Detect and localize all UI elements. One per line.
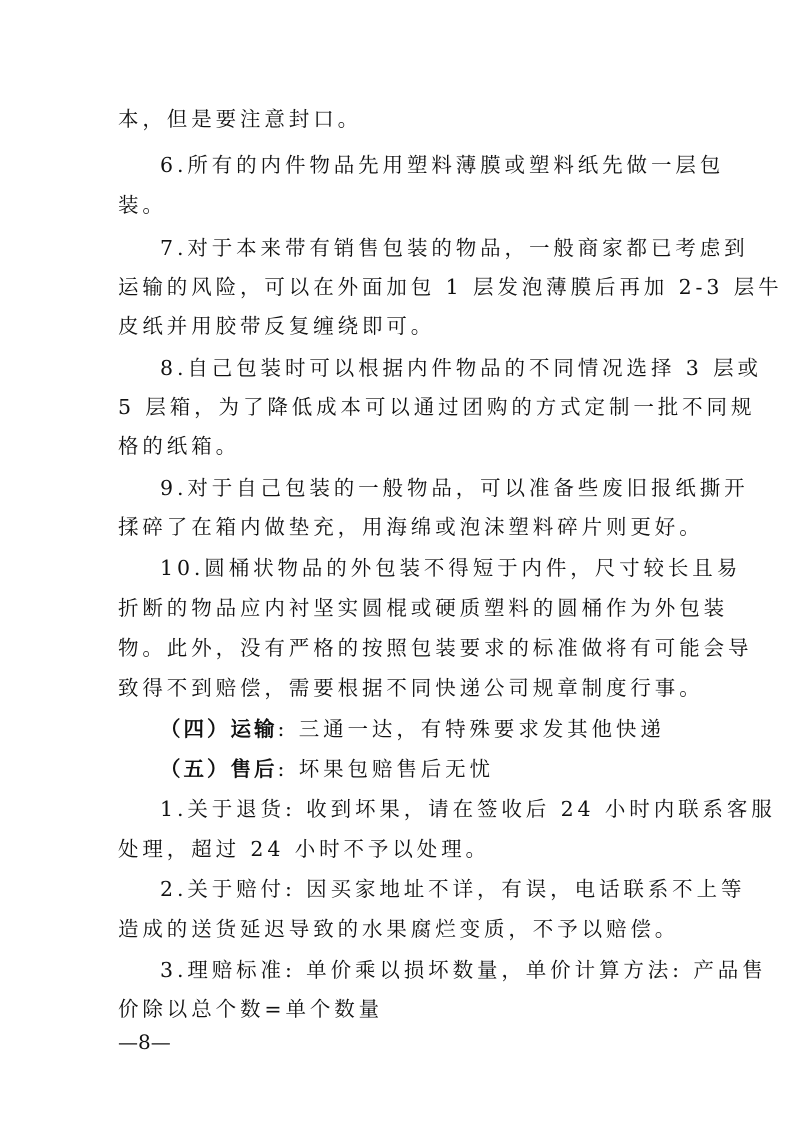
section-heading-label: （四）运输: [160, 717, 278, 741]
text-line: 10.圆桶状物品的外包装不得短于内件，尺寸较长且易: [160, 556, 742, 580]
page-number: —8—: [118, 1030, 171, 1054]
text-line: 处理，超过 24 小时不予以处理。: [118, 837, 490, 861]
section-text: : 坏果包赔售后无忧: [277, 757, 494, 781]
text-line: 揉碎了在箱内做垫充，用海绵或泡沫塑料碎片则更好。: [118, 515, 704, 539]
text-line: 致得不到赔偿，需要根据不同快递公司规章制度行事。: [118, 676, 704, 700]
text-line: 1.关于退货: 收到坏果，请在签收后 24 小时内联系客服: [160, 797, 776, 821]
text-line: 造成的送货延迟导致的水果腐烂变质，不予以赔偿。: [118, 917, 680, 941]
text-line: 价除以总个数=单个数量: [118, 997, 384, 1021]
text-line: 2.关于赔付: 因买家地址不详，有误，电话联系不上等: [160, 877, 746, 901]
section-text: : 三通一达，有特殊要求发其他快递: [277, 717, 665, 741]
text-line: 5 层箱，为了降低成本可以通过团购的方式定制一批不同规: [118, 395, 756, 419]
text-line: 装。: [118, 193, 167, 217]
section-heading-label: （五）售后: [160, 757, 278, 781]
text-line: 8.自己包装时可以根据内件物品的不同情况选择 3 层或: [160, 356, 762, 380]
text-line: 7.对于本来带有销售包装的物品，一般商家都已考虑到: [160, 236, 749, 260]
section-heading-transport: [160, 714, 688, 744]
text-line: 3.理赔标准: 单价乘以损坏数量，单价计算方法: 产品售: [160, 958, 767, 982]
text-line: 物。此外，没有严格的按照包装要求的标准做将有可能会导: [118, 636, 753, 660]
text-line: 9.对于自己包装的一般物品，可以准备些废旧报纸撕开: [160, 476, 749, 500]
text-line: 本，但是要注意封口。: [118, 107, 362, 131]
text-line: 运输的风险，可以在外面加包 1 层发泡薄膜后再加 2-3 层牛: [118, 275, 783, 299]
text-line: 格的纸箱。: [118, 434, 240, 458]
text-line: 6.所有的内件物品先用塑料薄膜或塑料纸先做一层包: [160, 153, 725, 177]
text-line: 皮纸并用胶带反复缠绕即可。: [118, 314, 436, 338]
text-line: 折断的物品应内衬坚实圆棍或硬质塑料的圆桶作为外包装: [118, 596, 728, 620]
section-heading-after-sales: [160, 754, 688, 784]
